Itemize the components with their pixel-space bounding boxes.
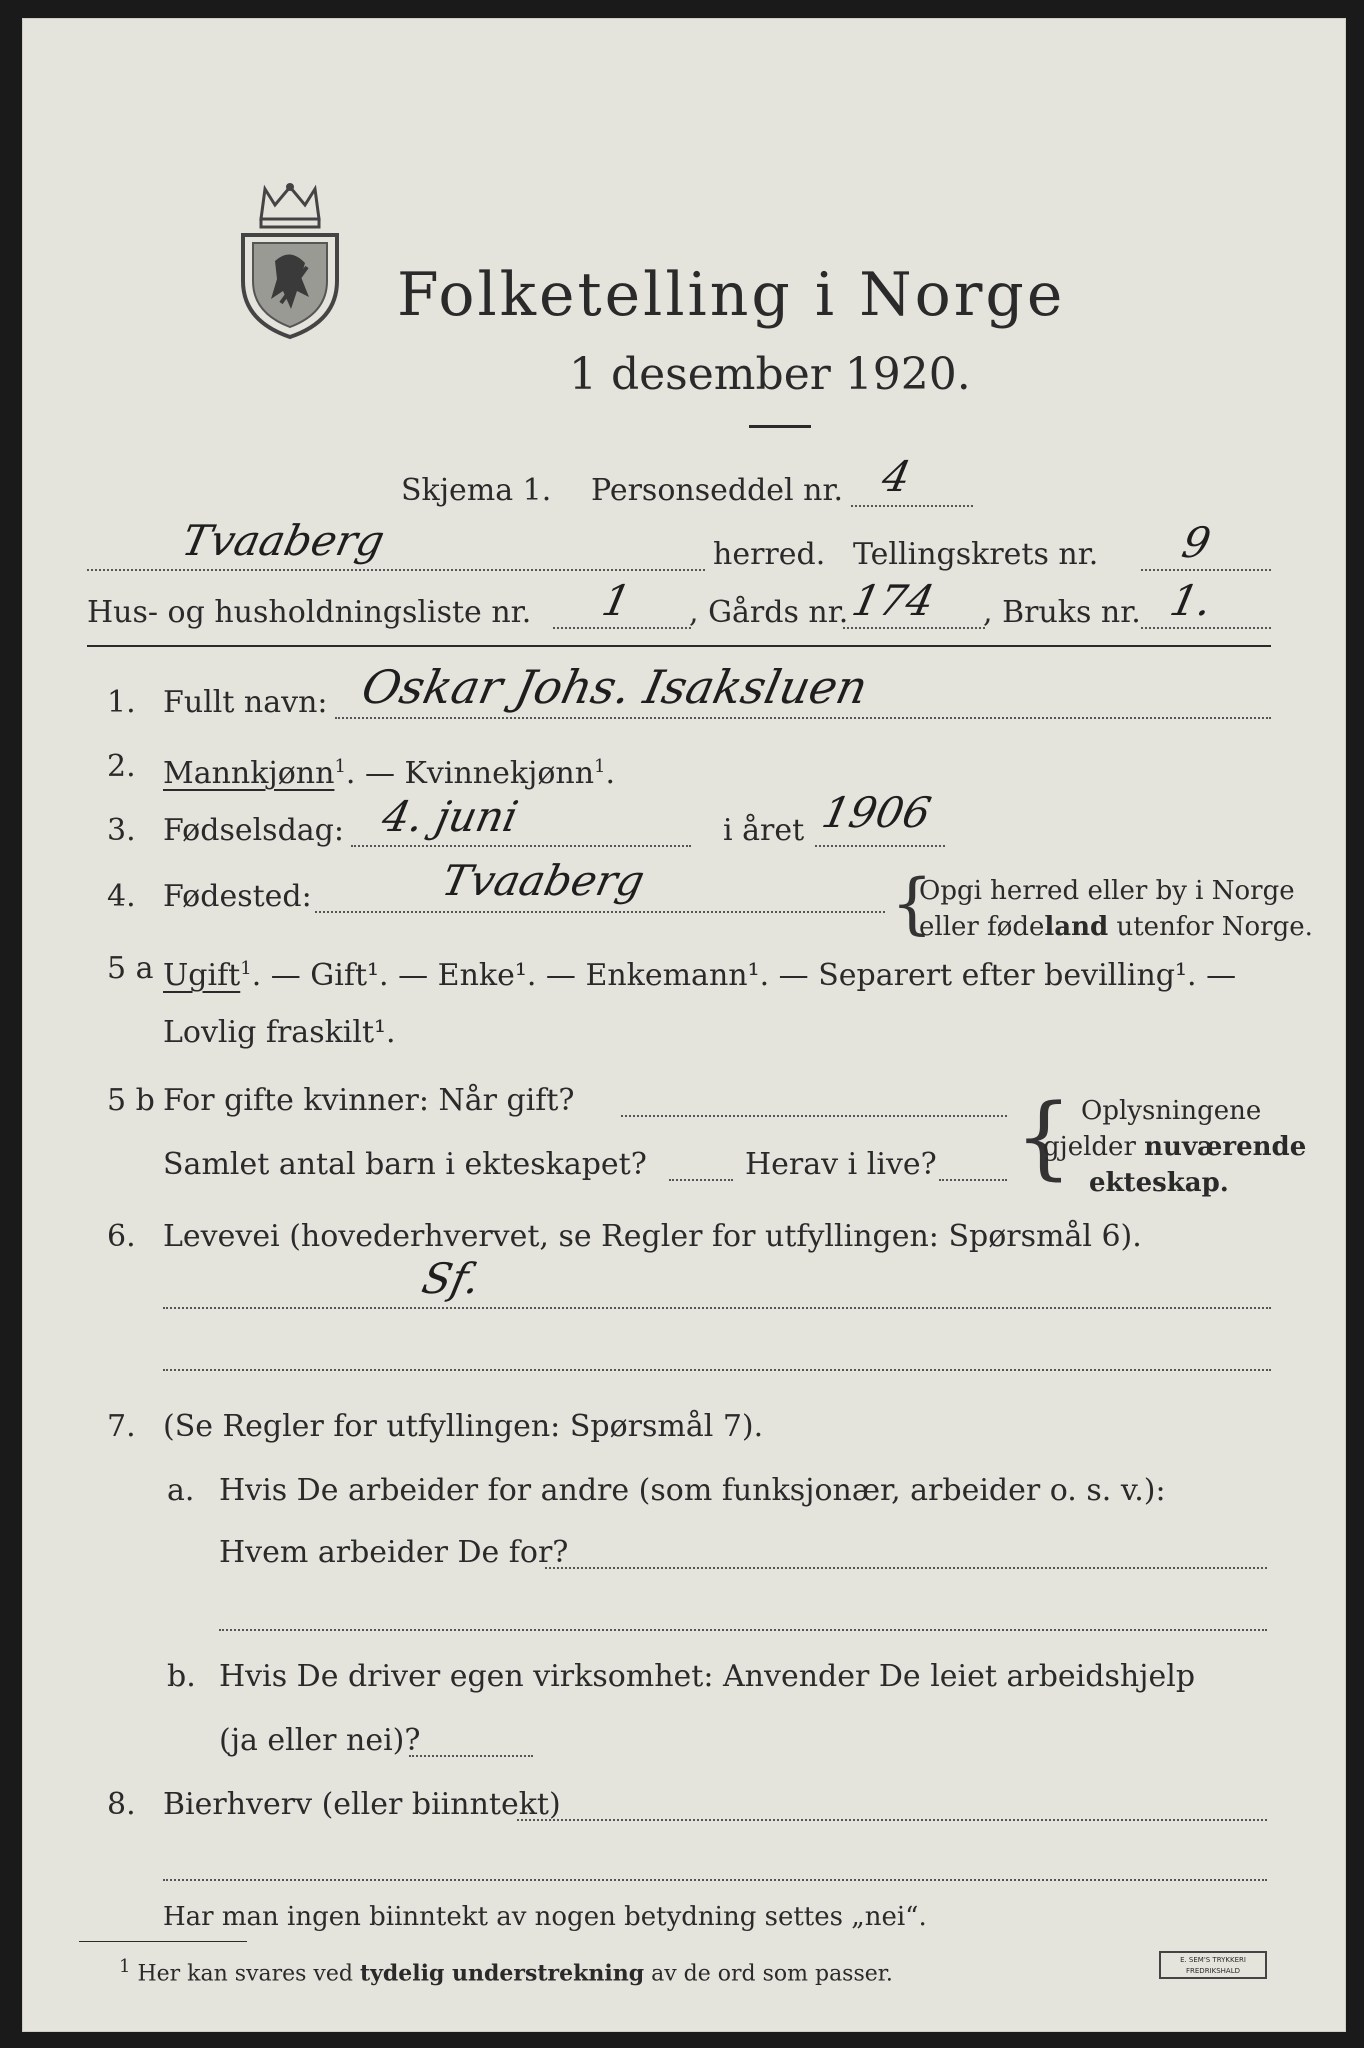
footnote-marker: 1 bbox=[119, 1956, 131, 1977]
q4-note-2a: eller føde bbox=[919, 912, 1045, 942]
q7b-label2: (ja eller nei)? bbox=[219, 1723, 421, 1758]
herred-value: Tvaaberg bbox=[177, 516, 389, 565]
footnote-rule bbox=[79, 1941, 247, 1942]
q5b-note-2b: nuværende bbox=[1144, 1132, 1307, 1162]
q8-line-1 bbox=[517, 1819, 1267, 1821]
q5b-note-3: ekteskap. bbox=[1089, 1168, 1229, 1198]
q5a-number: 5 a bbox=[107, 951, 154, 986]
q2-number: 2. bbox=[107, 749, 136, 784]
q5b-note-2a: gjelder bbox=[1043, 1132, 1145, 1162]
q7a-label2: Hvem arbeider De for? bbox=[219, 1535, 569, 1570]
title-divider bbox=[749, 425, 811, 428]
q2-options: Mannkjønn$^1$. — Kvinnekjønn$^1$. bbox=[163, 756, 616, 791]
q4-note-2c: utenfor Norge. bbox=[1108, 912, 1313, 942]
q1-label: Fullt navn: bbox=[163, 685, 328, 720]
husliste-label: Hus- og husholdningsliste nr. bbox=[87, 595, 532, 630]
footnote-text-c: av de ord som passer. bbox=[644, 1961, 893, 1987]
q4-line bbox=[315, 911, 885, 913]
husliste-line bbox=[553, 627, 691, 629]
census-date: 1 desember 1920. bbox=[569, 349, 971, 400]
personseddel-line bbox=[851, 505, 973, 507]
q5b-married-line bbox=[621, 1115, 1007, 1117]
q8-number: 8. bbox=[107, 1787, 136, 1822]
q4-brace: { bbox=[891, 865, 933, 942]
q8-label: Bierhverv (eller biinntekt) bbox=[163, 1787, 561, 1822]
bruks-line bbox=[1141, 627, 1271, 629]
q4-number: 4. bbox=[107, 879, 136, 914]
q2-sep: . — bbox=[345, 756, 405, 791]
norwegian-coat-of-arms-icon bbox=[235, 181, 345, 341]
q5b-note-2 bbox=[1043, 1129, 1306, 1165]
q6-number: 6. bbox=[107, 1219, 136, 1254]
header-separator bbox=[87, 645, 1271, 647]
q4-note-2 bbox=[919, 909, 1313, 945]
census-form bbox=[22, 18, 1346, 2032]
q7a-line-2 bbox=[219, 1629, 1267, 1631]
q2-female: Kvinnekjønn bbox=[404, 756, 595, 791]
q5a-line2: Lovlig fraskilt¹. bbox=[163, 1015, 396, 1050]
q1-line bbox=[335, 717, 1271, 719]
footnote-text-a: Her kan svares ved bbox=[137, 1961, 360, 1987]
q3-label: Fødselsdag: bbox=[163, 813, 344, 848]
tellingskrets-line bbox=[1141, 569, 1271, 571]
q7-number: 7. bbox=[107, 1409, 136, 1444]
q6-value: Sf. bbox=[417, 1254, 485, 1303]
q2-male: Mannkjønn bbox=[163, 756, 335, 791]
q4-note-2b: land bbox=[1044, 912, 1109, 942]
printer-stamp bbox=[1159, 1951, 1267, 1979]
q7b-line bbox=[409, 1755, 533, 1757]
tellingskrets-value: 9 bbox=[1177, 518, 1216, 567]
q6-line-2 bbox=[163, 1369, 1271, 1371]
gards-value: 174 bbox=[847, 576, 939, 625]
footnote bbox=[119, 1953, 893, 1988]
q8-note: Har man ingen biinntekt av nogen betydning settes „nei“. bbox=[163, 1902, 927, 1932]
q3-year-label: i året bbox=[723, 813, 805, 848]
q6-line-1 bbox=[163, 1307, 1271, 1309]
q2-end: . bbox=[605, 756, 616, 791]
q3-number: 3. bbox=[107, 813, 136, 848]
gards-label: , Gårds nr. bbox=[689, 595, 849, 630]
q3-year-value: 1906 bbox=[817, 788, 936, 837]
q5b-label3: Herav i live? bbox=[745, 1147, 937, 1182]
q3-value: 4. juni bbox=[377, 792, 523, 841]
q1-value: Oskar Johs. Isaksluen bbox=[357, 660, 873, 714]
q5b-label1: For gifte kvinner: Når gift? bbox=[163, 1083, 575, 1118]
q7b-label: Hvis De driver egen virksomhet: Anvender De leiet arbeidshjelp bbox=[219, 1659, 1196, 1694]
q5a-rest: . — Gift¹. — Enke¹. — Enkemann¹. — Separert efter bevilling¹. — bbox=[251, 958, 1237, 993]
q7a-letter: a. bbox=[167, 1473, 195, 1508]
tellingskrets-label: Tellingskrets nr. bbox=[853, 537, 1099, 572]
footnote-text-b: tydelig understrekning bbox=[359, 1960, 645, 1987]
q7a-line-1 bbox=[545, 1567, 1267, 1569]
q5b-number: 5 b bbox=[107, 1083, 155, 1118]
q4-note-1: Opgi herred eller by i Norge bbox=[919, 876, 1295, 906]
form-title: Folketelling i Norge bbox=[397, 260, 1066, 330]
q5a-options: Ugift$^1$. — Gift¹. — Enke¹. — Enkemann¹. — Separert efter bevilling¹. — bbox=[163, 958, 1237, 993]
bruks-value: 1. bbox=[1165, 576, 1217, 625]
q7b-letter: b. bbox=[167, 1659, 196, 1694]
q5b-note-1: Oplysningene bbox=[1081, 1096, 1262, 1126]
q5b-brace: { bbox=[1015, 1085, 1073, 1190]
q6-label: Levevei (hovederhvervet, se Regler for utfyllingen: Spørsmål 6). bbox=[163, 1219, 1142, 1254]
gards-line bbox=[843, 627, 985, 629]
herred-line bbox=[87, 569, 705, 571]
q3-year-line bbox=[815, 845, 945, 847]
q1-number: 1. bbox=[107, 685, 136, 720]
printer-stamp-text: E. SEM'S TRYKKERI FREDRIKSHALD bbox=[1180, 1956, 1246, 1975]
q7-label: (Se Regler for utfyllingen: Spørsmål 7). bbox=[163, 1409, 764, 1444]
personseddel-label: Personseddel nr. bbox=[591, 473, 844, 508]
q5b-alive-line bbox=[939, 1179, 1007, 1181]
bruks-label: , Bruks nr. bbox=[983, 595, 1141, 630]
q5a-ugift: Ugift bbox=[163, 958, 241, 993]
q4-label: Fødested: bbox=[163, 879, 312, 914]
q7a-label: Hvis De arbeider for andre (som funksjonær, arbeider o. s. v.): bbox=[219, 1473, 1166, 1508]
herred-label: herred. bbox=[713, 537, 826, 572]
q3-line bbox=[351, 845, 691, 847]
husliste-value: 1 bbox=[597, 576, 636, 625]
q8-line-2 bbox=[163, 1879, 1267, 1881]
q5b-children-line bbox=[669, 1179, 733, 1181]
q5b-label2: Samlet antal barn i ekteskapet? bbox=[163, 1147, 647, 1182]
q4-value: Tvaaberg bbox=[437, 856, 649, 905]
personseddel-value: 4 bbox=[877, 452, 916, 501]
schema-label: Skjema 1. bbox=[401, 473, 552, 508]
